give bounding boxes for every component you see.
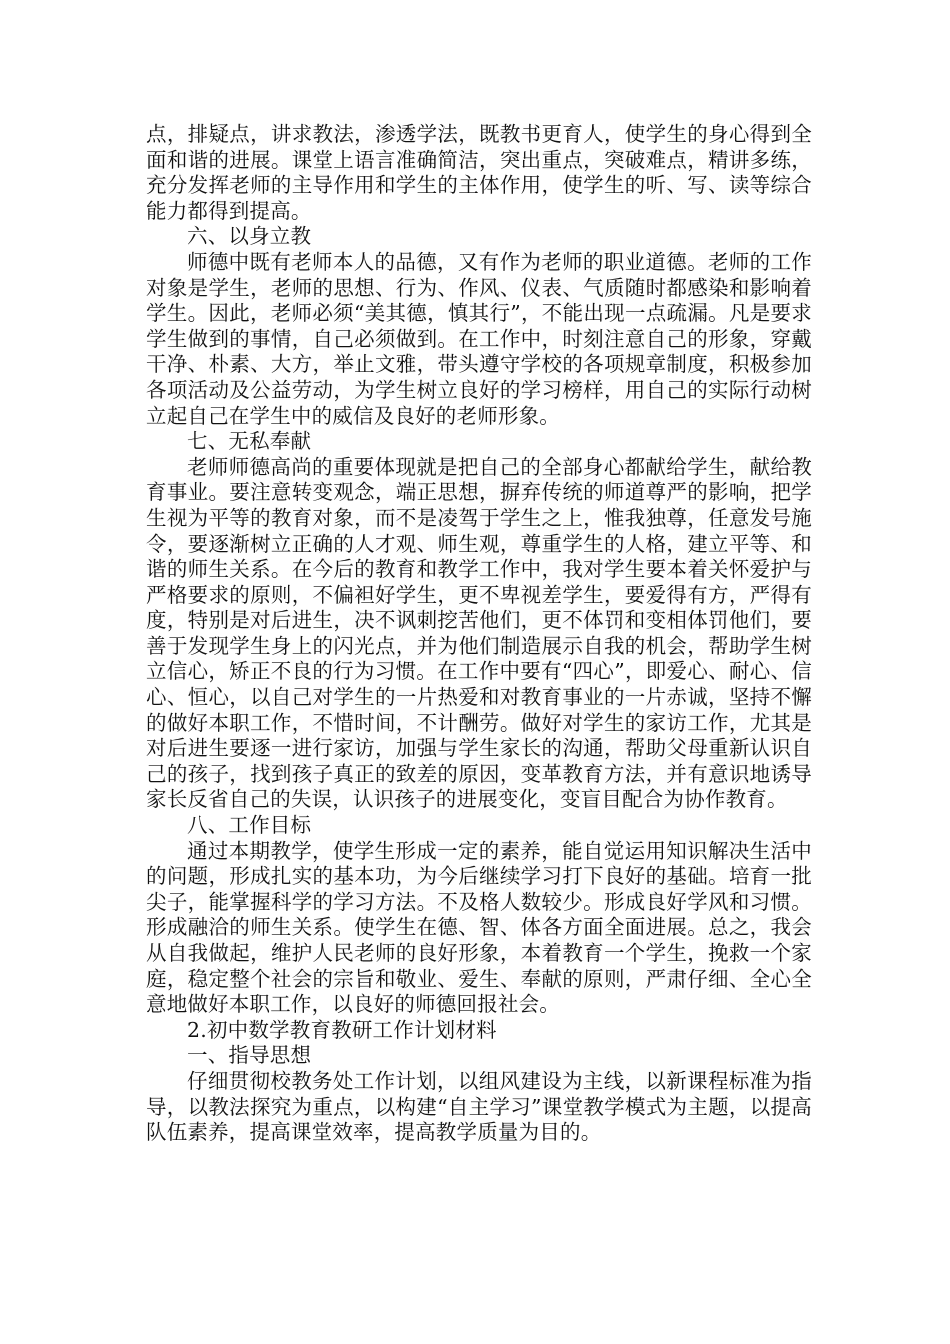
section-heading-guiding-ideology: 一、指导思想 bbox=[187, 1043, 312, 1068]
paragraph-dedication: 老师师德高尚的重要体现就是把自己的全部身心都献给学生，献给教育事业。要注意转变观念，端正思想，摒弃传统的师道尊严的影响，把学生视为平等的教育对象，而不是凌驾于学生之上，惟我独尊，任意发号施令，要逐渐树立正确的人才观、师生观，尊重学生的人格，建立平等、和谐的师生关系。在今后的教育和教学工作中，我对学生要本着关怀爱护与严格要求的原则，不偏袒好学生，更不卑视差学生，要爱得有方，严得有度，特别是对后进生，决不讽刺挖苦他们，更不体罚和变相体罚他们，要善于发现学生身上的闪光点，并为他们制造展示自我的机会，帮助学生树立信心，矫正不良的行为习惯。在工作中要有“四心”，即爱心、耐心、信心、恒心，以自己对学生的一片热爱和对教育事业的一片赤诚，坚持不懈的做好本职工作，不惜时间，不计酬劳。做好对学生的家访工作，尤其是对后进生要逐一进行家访，加强与学生家长的沟通，帮助父母重新认识自己的孩子，找到孩子真正的致差的原因，变革教育方法，并有意识地诱导家长反省自己的失误，认识孩子的进展变化，变盲目配合为协作教育。 bbox=[146, 454, 812, 812]
paragraph-work-goals: 通过本期教学，使学生形成一定的素养，能自觉运用知识解决生活中的问题，形成扎实的基本功，为今后继续学习打下良好的基础。培育一批尖子，能掌握科学的学习方法。不及格人数较少。形成良好学风和习惯。形成融洽的师生关系。使学生在德、智、体各方面全面进展。总之，我会从自我做起，维护人民老师的良好形象，本着教育一个学生，挽救一个家庭，稳定整个社会的宗旨和敬业、爱生、奉献的原则，严肃仔细、全心全意地做好本职工作，以良好的师德回报社会。 bbox=[146, 838, 812, 1017]
paragraph-guiding-ideology: 仔细贯彻校教务处工作计划，以组风建设为主线，以新课程标准为指导，以教法探究为重点，以构建“自主学习”课堂教学模式为主题，以提高队伍素养，提高课堂效率，提高教学质量为目的。 bbox=[146, 1068, 812, 1145]
document-subtitle-math-plan: 2.初中数学教育教研工作计划材料 bbox=[187, 1017, 497, 1042]
paragraph-teacher-ethics: 师德中既有老师本人的品德，又有作为老师的职业道德。老师的工作对象是学生，老师的思想、行为、作风、仪表、气质随时都感染和影响着学生。因此，老师必须“美其德，慎其行”，不能出现一点疏漏。凡是要求学生做到的事情，自己必须做到。在工作中，时刻注意自己的形象，穿戴干净、朴素、大方，举止文雅，带头遵守学校的各项规章制度，积极参加各项活动及公益劳动，为学生树立良好的学习榜样，用自己的实际行动树立起自己在学生中的威信及良好的老师形象。 bbox=[146, 249, 812, 428]
section-heading-lead-by-example: 六、以身立教 bbox=[187, 224, 312, 249]
section-heading-selfless-dedication: 七、无私奉献 bbox=[187, 429, 312, 454]
document-page bbox=[146, 122, 812, 1146]
paragraph-continuation: 点，排疑点，讲求教法，渗透学法，既教书更育人，使学生的身心得到全面和谐的进展。课堂上语言准确简洁，突出重点，突破难点，精讲多练，充分发挥老师的主导作用和学生的主体作用，使学生的听、写、读等综合能力都得到提高。 bbox=[146, 122, 812, 223]
section-heading-work-goals: 八、工作目标 bbox=[187, 813, 312, 838]
